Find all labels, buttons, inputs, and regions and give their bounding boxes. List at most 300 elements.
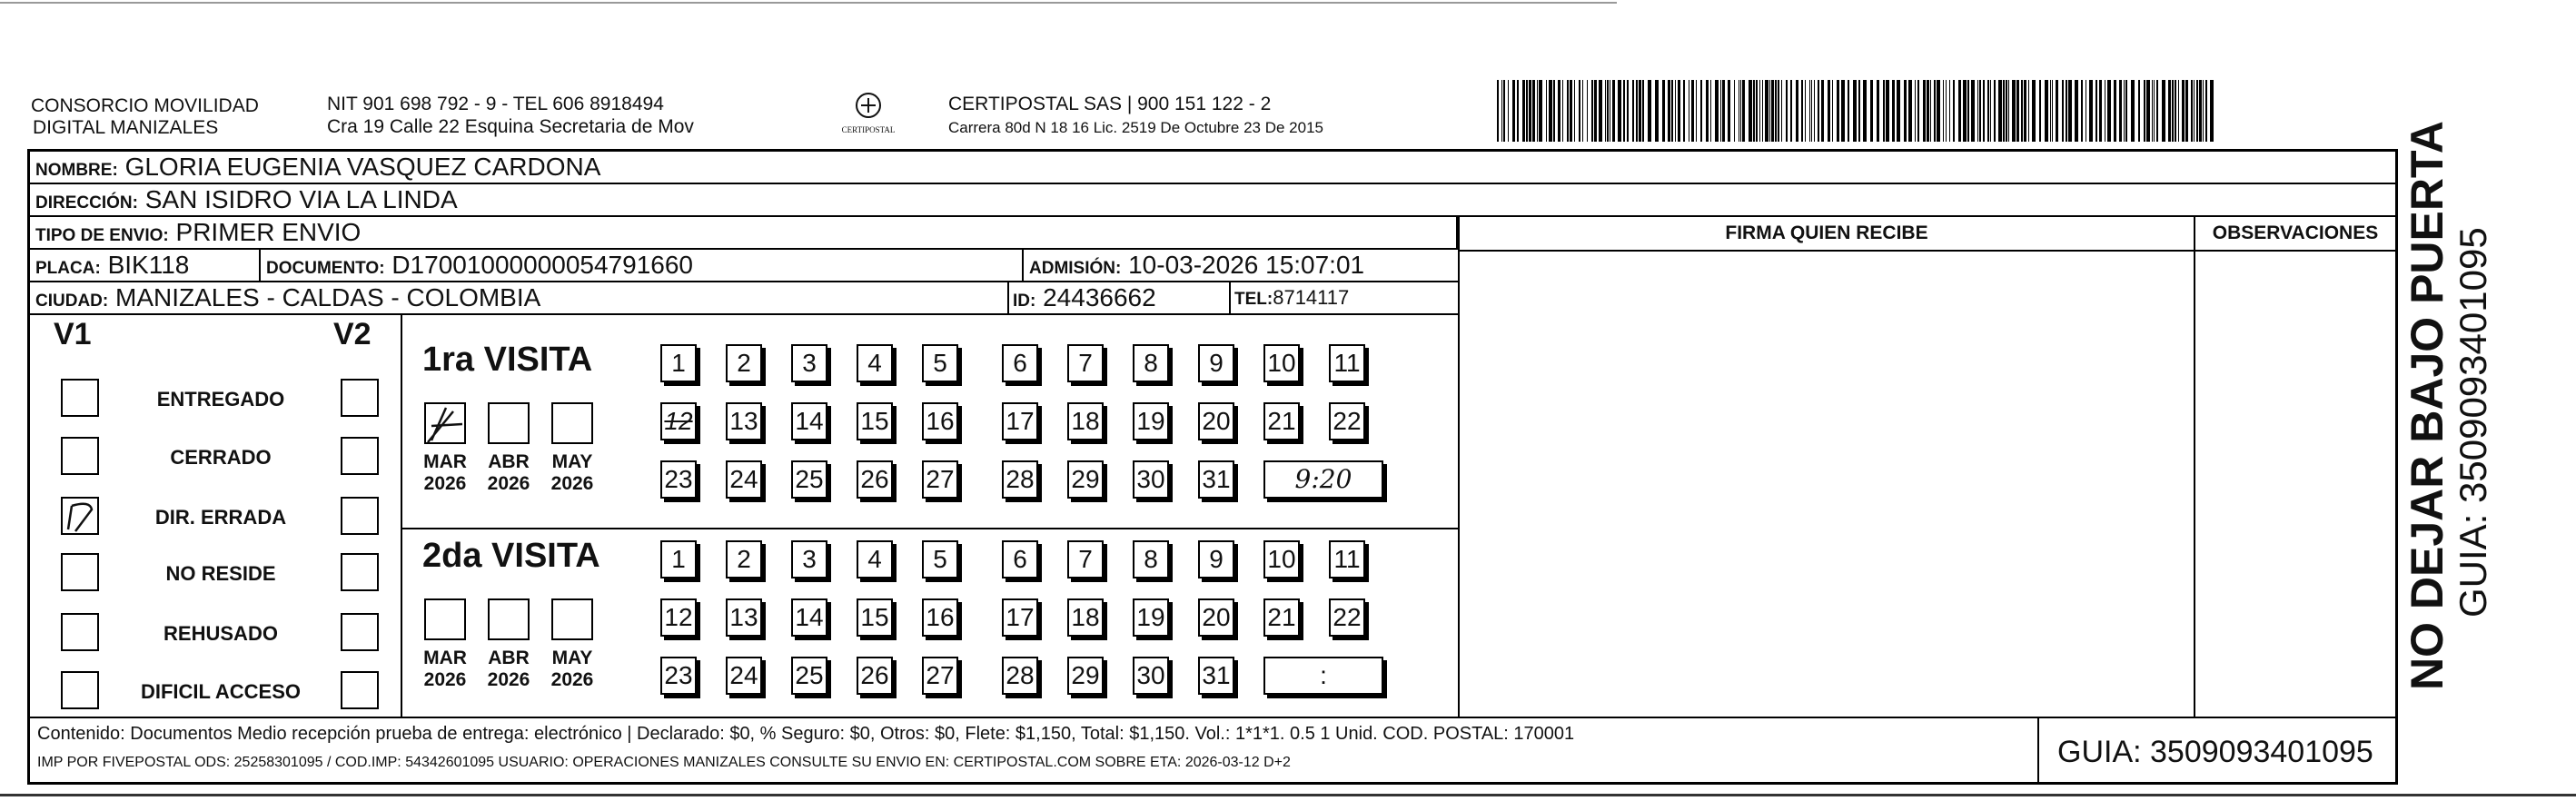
day-box[interactable]: 13 [726,402,762,440]
barcode-bar [1832,80,1833,142]
address-line: Cra 19 Calle 22 Esquina Secretaria de Mov [327,116,694,137]
shipping-form [27,149,2398,785]
barcode-bar [1517,80,1519,142]
month-checkbox[interactable] [551,402,593,444]
barcode-bar [2008,80,2009,142]
barcode-bar [1570,80,1572,142]
nit-line: NIT 901 698 792 - 9 - TEL 606 8918494 [327,94,664,114]
v1-header: V1 [54,317,92,351]
barcode-bar [1967,80,1969,142]
barcode-bar [1853,80,1857,142]
barcode-bar [2175,80,2176,142]
admision-value: 10-03-2026 15:07:01 [1128,251,1365,279]
day-box[interactable]: 21 [1263,402,1300,440]
month-name: ABR [488,648,530,668]
company-name-line1: CONSORCIO MOVILIDAD [31,95,259,116]
barcode-bar [1818,80,1819,142]
visit-divider [401,528,1458,529]
month-year: 2026 [423,669,467,690]
ciudad-value: MANIZALES - CALDAS - COLOMBIA [115,283,541,312]
barcode-bar [1943,80,1944,142]
barcode-bar [1706,80,1709,142]
barcode-bar [1759,80,1760,142]
day-box[interactable]: 1 [660,344,697,382]
barcode-bar [2124,80,2125,142]
v2-checkbox[interactable] [341,613,379,651]
status-label: DIFICIL ACCESO [140,680,301,703]
barcode [1497,80,2214,142]
direccion-label: DIRECCIÓN: [35,193,138,213]
tel-label: TEL: [1234,290,1273,309]
barcode-bar [2028,80,2029,142]
barcode-bar [2168,80,2171,142]
barcode-bar [1892,80,1895,142]
barcode-bar [1753,80,1755,142]
barcode-bar [1700,80,1702,142]
day-box[interactable]: 10 [1263,344,1300,382]
barcode-bar [1858,80,1860,142]
day-box[interactable]: 29 [1067,657,1104,695]
month-label [479,451,539,495]
barcode-bar [2039,80,2041,142]
day-box[interactable]: 16 [922,598,958,637]
tel-cell [1234,282,1349,315]
documento-value: D17001000000054791660 [391,251,693,279]
barcode-bar [1979,80,1981,142]
barcode-bar [1594,80,1597,142]
barcode-bar [1671,80,1673,142]
barcode-bar [2016,80,2019,142]
barcode-bar [1762,80,1763,142]
barcode-bar [1501,80,1502,142]
admision-cell [1029,250,1364,282]
barcode-bar [1639,80,1641,142]
direccion-value: SAN ISIDRO VIA LA LINDA [144,185,458,213]
barcode-bar [2052,80,2053,142]
barcode-bar [2191,80,2193,142]
barcode-bar [1983,80,1985,142]
barcode-bar [1696,80,1697,142]
status-label: NO RESIDE [165,562,276,585]
barcode-bar [2125,80,2127,142]
barcode-bar [1917,80,1919,142]
firma-header: FIRMA QUIEN RECIBE [1725,222,1928,243]
month-year: 2026 [550,669,594,690]
barcode-bar [1627,80,1629,142]
tipo-value: PRIMER ENVIO [175,218,362,246]
status-label: DIR. ERRADA [154,506,287,529]
barcode-bar [2210,80,2214,142]
barcode-bar [2006,80,2007,142]
placa-label: PLACA: [35,259,101,278]
barcode-bar [1526,80,1528,142]
tel-value: 8714117 [1273,286,1350,309]
barcode-bar [2050,80,2051,142]
barcode-bar [1809,80,1810,142]
barcode-bar [1796,80,1798,142]
barcode-bar [1749,80,1752,142]
barcode-bar [2032,80,2036,142]
day-box[interactable]: 18 [1067,598,1104,637]
month-year: 2026 [423,473,467,494]
tipo-row [30,217,1458,250]
day-box[interactable]: 11 [1329,344,1365,382]
barcode-bar [2178,80,2179,142]
day-box[interactable]: 5 [922,540,958,578]
barcode-bar [2114,80,2116,142]
day-box[interactable]: 2 [726,344,762,382]
firma-column-divider [1458,217,1460,717]
day-box[interactable]: 18 [1067,402,1104,440]
day-box[interactable]: 22 [1329,598,1365,637]
barcode-bar [1841,80,1845,142]
footer-content-line: Contenido: Documentos Medio recepción prueba de entrega: electrónico | Declarado: $0, % Seguro: $0, Otros: $0, Flete: $1,150, Total: $1,150. Vol.: 1*1*1. 0.5 1 Unid. COD. POSTAL: 170001 [37,724,1575,744]
barcode-bar [1562,80,1563,142]
barcode-bar [2172,80,2174,142]
day-box[interactable]: 28 [1002,460,1038,499]
barcode-bar [2196,80,2198,142]
day-box[interactable]: 12 [660,402,697,440]
day-box[interactable]: 6 [1002,540,1038,578]
barcode-bar [1662,80,1665,142]
barcode-bar [2066,80,2067,142]
barcode-bar [1946,80,1947,142]
month-checkbox[interactable] [424,598,466,640]
admision-label: ADMISIÓN: [1029,259,1122,278]
barcode-bar [2021,80,2023,142]
barcode-bar [2138,80,2140,142]
barcode-bar [1877,80,1879,142]
day-box[interactable]: 20 [1198,598,1234,637]
no-dejar-bajo-puerta: NO DEJAR BAJO PUERTA [2402,121,2452,690]
barcode-bar [1769,80,1770,142]
day-box[interactable]: 24 [726,657,762,695]
barcode-bar [1623,80,1625,142]
documento-cell [266,250,693,282]
barcode-bar [1720,80,1721,142]
day-box[interactable]: 14 [791,402,827,440]
day-box[interactable]: 24 [726,460,762,499]
barcode-bar [1678,80,1680,142]
barcode-bar [2152,80,2153,142]
day-box[interactable]: 23 [660,657,697,695]
barcode-bar [1668,80,1670,142]
barcode-bar [2045,80,2048,142]
day-box[interactable]: 12 [660,598,697,637]
barcode-bar [1537,80,1538,142]
day-box[interactable]: 1 [660,540,697,578]
day-box[interactable]: 19 [1133,402,1169,440]
nombre-value: GLORIA EUGENIA VASQUEZ CARDONA [124,153,601,181]
day-box[interactable]: 4 [857,540,893,578]
direccion-row [30,184,2395,217]
barcode-bar [1675,80,1676,142]
month-label [479,648,539,691]
barcode-bar [1549,80,1552,142]
barcode-bar [1987,80,1989,142]
day-box[interactable]: 8 [1133,540,1169,578]
placa-cell [35,250,189,282]
barcode-bar [1648,80,1651,142]
footer-print-line: IMP POR FIVEPOSTAL ODS: 25258301095 / COD.IMP: 54342601095 USUARIO: OPERACIONES MANIZALES CONSULTE SU ENVIO EN: CERTIPOSTAL.COM SOBRE ETA: 2026-03-12 D+2 [37,755,1291,770]
barcode-bar [1546,80,1547,142]
day-box[interactable]: 7 [1067,344,1104,382]
first-visit-title: 1ra VISITA [422,341,593,379]
barcode-bar [2144,80,2145,142]
top-edge-line [0,2,1617,4]
day-box[interactable]: 13 [726,598,762,637]
day-box[interactable]: 3 [791,344,827,382]
carrier-line2: Carrera 80d N 18 16 Lic. 2519 De Octubre 23 De 2015 [948,119,1323,136]
ciudad-row [30,282,1458,315]
day-box[interactable]: 29 [1067,460,1104,499]
day-box[interactable]: 17 [1002,402,1038,440]
id-label: ID: [1013,292,1036,311]
barcode-bar [1532,80,1535,142]
day-box[interactable]: 9 [1198,344,1234,382]
certipostal-logo-icon [828,87,908,143]
barcode-bar [2162,80,2165,142]
barcode-bar [1790,80,1792,142]
footer-top-line [30,717,2395,718]
month-label [542,451,602,495]
barcode-bar [1963,80,1967,142]
day-box[interactable]: 17 [1002,598,1038,637]
barcode-bar [1990,80,1991,142]
barcode-bar [1740,80,1741,142]
barcode-bar [1558,80,1560,142]
month-checkbox[interactable] [424,402,466,444]
day-box[interactable]: 25 [791,657,827,695]
barcode-bar [1915,80,1916,142]
barcode-bar [1742,80,1745,142]
day-box[interactable]: 20 [1198,402,1234,440]
month-name: MAR [423,648,467,668]
day-box[interactable]: 3 [791,540,827,578]
barcode-bar [1828,80,1830,142]
barcode-bar [1632,80,1634,142]
barcode-bar [1977,80,1978,142]
barcode-bar [2003,80,2005,142]
barcode-bar [1821,80,1824,142]
day-box[interactable]: 22 [1329,402,1365,440]
month-checkbox[interactable] [551,598,593,640]
barcode-bar [2089,80,2093,142]
nombre-label: NOMBRE: [35,161,118,180]
barcode-bar [1612,80,1615,142]
v2-checkbox[interactable] [341,553,379,591]
barcode-bar [2203,80,2204,142]
side-guia: GUIA: 3509093401095 [2452,227,2494,618]
barcode-bar [1971,80,1975,142]
barcode-bar [1848,80,1849,142]
barcode-bar [1934,80,1936,142]
barcode-bar [1582,80,1583,142]
barcode-bar [1805,80,1806,142]
ciudad-label: CIUDAD: [35,292,109,311]
barcode-bar [2131,80,2135,142]
day-box[interactable]: 7 [1067,540,1104,578]
barcode-bar [1553,80,1555,142]
barcode-bar [1642,80,1644,142]
placa-row [30,250,1458,282]
barcode-bar [1579,80,1580,142]
barcode-bar [2154,80,2155,142]
day-box[interactable]: 15 [857,598,893,637]
day-box[interactable]: 27 [922,657,958,695]
v2-checkbox[interactable] [341,671,379,709]
barcode-bar [1539,80,1542,142]
barcode-bar [2056,80,2058,142]
day-box[interactable]: 30 [1133,657,1169,695]
day-box[interactable]: 8 [1133,344,1169,382]
barcode-bar [1715,80,1719,142]
barcode-bar [1781,80,1782,142]
barcode-bar [1522,80,1525,142]
tipo-label: TIPO DE ENVIO: [35,226,169,245]
barcode-bar [1512,80,1515,142]
day-box[interactable]: 16 [922,402,958,440]
id-value: 24436662 [1043,283,1156,312]
day-box[interactable]: 19 [1133,598,1169,637]
month-label [415,451,475,495]
day-box[interactable]: 23 [660,460,697,499]
day-box[interactable]: 31 [1198,657,1234,695]
barcode-bar [1529,80,1531,142]
month-year: 2026 [487,669,530,690]
barcode-bar [1734,80,1735,142]
barcode-bar [1937,80,1940,142]
barcode-bar [2095,80,2097,142]
day-box[interactable]: 28 [1002,657,1038,695]
footer-guia-divider [2037,717,2039,782]
barcode-bar [1691,80,1694,142]
day-box[interactable]: 14 [791,598,827,637]
day-box[interactable]: 30 [1133,460,1169,499]
day-box[interactable]: 5 [922,344,958,382]
day-box[interactable]: 25 [791,460,827,499]
second-visit-time[interactable]: : [1263,657,1383,695]
month-name: MAY [551,451,593,472]
barcode-bar [1786,80,1788,142]
month-checkbox[interactable] [488,402,530,444]
barcode-bar [1710,80,1711,142]
day-box[interactable]: 31 [1198,460,1234,499]
logo-caption: CERTIPOSTAL [841,125,896,134]
v1-checkbox[interactable] [61,553,99,591]
bottom-edge-line [0,794,2576,796]
month-year: 2026 [487,473,530,494]
barcode-bar [1958,80,1961,142]
barcode-bar [1591,80,1593,142]
barcode-bar [1607,80,1609,142]
day-box[interactable]: 6 [1002,344,1038,382]
barcode-bar [2062,80,2064,142]
documento-label: DOCUMENTO: [266,259,385,278]
barcode-bar [1883,80,1885,142]
day-box[interactable]: 21 [1263,598,1300,637]
barcode-bar [1930,80,1931,142]
day-box[interactable]: 4 [857,344,893,382]
barcode-bar [2024,80,2026,142]
day-box[interactable]: 15 [857,402,893,440]
month-checkbox[interactable] [488,598,530,640]
barcode-bar [2185,80,2188,142]
v1-checkbox[interactable] [61,437,99,475]
barcode-bar [2119,80,2122,142]
barcode-bar [2081,80,2083,142]
status-divider [401,315,402,717]
v1-checkbox[interactable] [61,497,99,535]
nombre-row [30,152,2395,184]
first-visit-time[interactable]: 9:20 [1263,460,1383,499]
company-name-line2: DIGITAL MANIZALES [33,117,219,138]
placa-value: BIK118 [107,251,190,279]
barcode-bar [1497,80,1499,142]
v1-checkbox[interactable] [61,613,99,651]
month-year: 2026 [550,473,594,494]
day-box[interactable]: 26 [857,460,893,499]
barcode-bar [1567,80,1569,142]
barcode-bar [2205,80,2207,142]
barcode-bar [1722,80,1725,142]
barcode-bar [2107,80,2111,142]
status-label: REHUSADO [163,622,278,645]
barcode-bar [2199,80,2202,142]
month-name: ABR [488,451,530,472]
day-box[interactable]: 26 [857,657,893,695]
barcode-bar [1503,80,1505,142]
barcode-bar [1587,80,1588,142]
day-box[interactable]: 10 [1263,540,1300,578]
barcode-bar [1618,80,1621,142]
barcode-bar [2146,80,2150,142]
v1-checkbox[interactable] [61,671,99,709]
barcode-bar [1801,80,1803,142]
v2-checkbox[interactable] [341,437,379,475]
barcode-bar [1927,80,1929,142]
barcode-bar [2182,80,2185,142]
v2-checkbox[interactable] [341,497,379,535]
barcode-bar [1904,80,1907,142]
status-label: CERRADO [170,446,272,469]
barcode-bar [1897,80,1900,142]
barcode-bar [2068,80,2072,142]
barcode-bar [2099,80,2102,142]
day-box[interactable]: 2 [726,540,762,578]
barcode-bar [1994,80,1996,142]
ciudad-cell [35,282,540,315]
barcode-bar [1756,80,1758,142]
barcode-bar [1870,80,1873,142]
v2-header: V2 [333,317,372,351]
month-label [542,648,602,691]
barcode-bar [1655,80,1659,142]
barcode-bar [1775,80,1777,142]
barcode-bar [1508,80,1509,142]
v1-checkbox[interactable] [61,379,99,417]
observaciones-header: OBSERVACIONES [2212,222,2379,243]
barcode-bar [1998,80,2002,142]
day-box[interactable]: 9 [1198,540,1234,578]
v2-checkbox[interactable] [341,379,379,417]
day-box[interactable]: 27 [922,460,958,499]
barcode-bar [1765,80,1769,142]
day-box[interactable]: 11 [1329,540,1365,578]
footer-guia: GUIA: 3509093401095 [2057,735,2373,769]
carrier-line1: CERTIPOSTAL SAS | 900 151 122 - 2 [948,94,1272,114]
status-label: ENTREGADO [156,388,285,410]
